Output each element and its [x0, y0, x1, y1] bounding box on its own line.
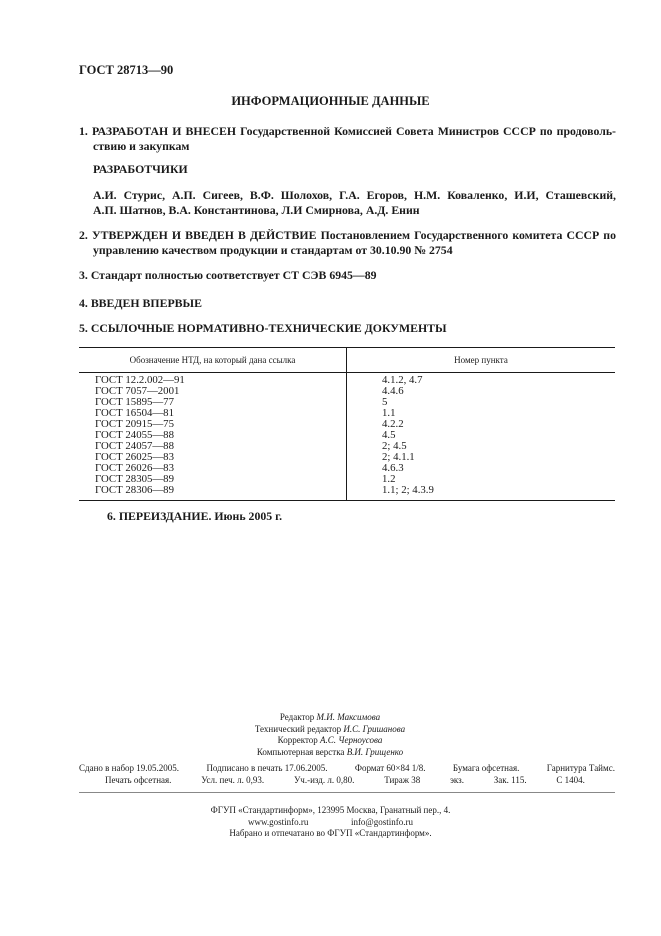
clause-number-cell: 1.1: [382, 407, 396, 419]
section-4-number: 4.: [79, 296, 88, 310]
clause-number-cell: 2; 4.1.1: [382, 451, 415, 463]
imprint-paper: Бумага офсетная.: [452, 763, 520, 773]
credit-proofreader: [180, 735, 480, 747]
imprint-pub-sheets: Уч.-изд. л. 0,80.: [293, 774, 355, 785]
credit-editor-label: Редактор: [279, 712, 315, 722]
doc-designation-cell: ГОСТ 24055—88: [79, 430, 347, 441]
clause-number-cell: 2; 4.5: [382, 440, 407, 452]
section-6: [107, 509, 282, 524]
publisher-block: [0, 805, 661, 840]
references-table: [79, 347, 615, 501]
table-row: [79, 485, 615, 501]
imprint-row-1: [79, 763, 615, 775]
divider: [79, 792, 615, 793]
column-header-doc: Обозначение НТД, на который дана ссылка: [79, 348, 347, 373]
publisher-printed-by: Набрано и отпечатано во ФГУП «Стандартинформ».: [229, 828, 432, 838]
credit-tech-editor-name: И.С. Гришанова: [343, 723, 406, 734]
developers-list: [93, 188, 616, 218]
doc-designation-cell: ГОСТ 15895—77: [79, 397, 347, 408]
credit-proofreader-label: Корректор: [277, 735, 318, 745]
clause-number-cell: 4.6.3: [382, 462, 404, 474]
section-3: [79, 268, 377, 283]
credit-layout-name: В.И. Грищенко: [346, 746, 404, 757]
doc-designation-cell: ГОСТ 26025—83: [79, 452, 347, 463]
imprint-print-sheets: Усл. печ. л. 0,93.: [201, 774, 265, 785]
credit-proofreader-name: А.С. Черноусова: [320, 735, 383, 745]
table-header-row: [79, 348, 615, 373]
clause-number-cell: 1.2: [382, 473, 396, 485]
doc-designation-cell: ГОСТ 24057—88: [79, 441, 347, 452]
imprint-circulation: Тираж 38: [384, 774, 421, 785]
section-4: [79, 296, 202, 311]
table-body: [79, 373, 615, 501]
imprint-typeface: Гарнитура Таймс.: [546, 763, 615, 773]
credit-editor: [180, 712, 480, 724]
section-1-text: Государственной Комиссией Совета Министров СССР по продоволь-: [240, 124, 616, 138]
publisher-contacts: [0, 817, 661, 829]
section-2-text-cont: управлению качеством продукции и стандартам от 30.10.90 № 2754: [93, 243, 453, 257]
doc-designation-cell: ГОСТ 26026—83: [79, 463, 347, 474]
developers-line-1: А.И. Стурис, А.П. Сигеев, В.Ф. Шолохов, Г.А. Егоров, Н.М. Коваленко, И.И, Сташевский,: [93, 188, 616, 202]
section-6-text: ПЕРЕИЗДАНИЕ. Июнь 2005 г.: [118, 509, 283, 523]
section-2-text: Постановлением Государственного комитета СССР по: [320, 228, 616, 242]
credits-block: [180, 712, 480, 758]
doc-code: ГОСТ 28713—90: [79, 63, 174, 77]
clause-number-cell: 1.1; 2; 4.3.9: [347, 485, 616, 501]
section-2-heading: УТВЕРЖДЕН И ВВЕДЕН В ДЕЙСТВИЕ: [91, 228, 317, 242]
imprint-print-type: Печать офсетная.: [105, 774, 172, 785]
imprint-format: Формат 60×84 1/8.: [354, 763, 426, 773]
imprint-copies-unit: экз.: [450, 774, 464, 785]
credit-layout: [180, 747, 480, 759]
section-4-text: ВВЕДЕН ВПЕРВЫЕ: [90, 296, 202, 310]
credit-layout-label: Компьютерная верстка: [256, 746, 345, 757]
doc-designation-cell: ГОСТ 16504—81: [79, 408, 347, 419]
section-3-number: 3.: [79, 268, 88, 282]
section-2: [79, 228, 616, 258]
section-2-number: 2.: [79, 228, 88, 242]
imprint-signed-date: Подписано в печать 17.06.2005.: [206, 763, 328, 773]
clause-number-cell: 4.1.2, 4.7: [382, 374, 423, 386]
column-header-clause: Номер пункта: [347, 348, 616, 373]
publisher-website: www.gostinfo.ru: [248, 816, 309, 827]
clause-number-cell: 5: [382, 396, 388, 408]
page-title: ИНФОРМАЦИОННЫЕ ДАННЫЕ: [231, 94, 430, 108]
credit-editor-name: М.И. Максимова: [316, 712, 381, 722]
imprint-typeset-date: Сдано в набор 19.05.2005.: [79, 763, 180, 773]
credit-tech-editor-label: Технический редактор: [254, 723, 342, 734]
clause-number-cell: 4.2.2: [382, 418, 404, 430]
doc-designation-cell: ГОСТ 7057—2001: [79, 386, 347, 397]
section-3-text: Стандарт полностью соответствует СТ СЭВ 6945—89: [90, 268, 377, 282]
imprint-order: Зак. 115.: [493, 774, 527, 785]
section-1: [79, 124, 616, 154]
doc-designation-cell: ГОСТ 28305—89: [79, 474, 347, 485]
section-5-number: 5.: [79, 321, 88, 335]
publisher-email: info@gostinfo.ru: [350, 816, 413, 827]
doc-designation-cell: ГОСТ 28306—89: [79, 485, 347, 501]
section-6-number: 6.: [107, 509, 116, 523]
imprint-block: [79, 763, 615, 786]
clause-number-cell: 4.4.6: [382, 385, 404, 397]
credit-tech-editor: [180, 724, 480, 736]
section-1-number: 1.: [79, 124, 88, 138]
publisher-address: ФГУП «Стандартинформ», 123995 Москва, Гранатный пер., 4.: [210, 805, 451, 815]
section-1-text-cont: ствию и закупкам: [93, 139, 190, 153]
section-5: [79, 321, 447, 336]
section-1-heading: РАЗРАБОТАН И ВНЕСЕН: [91, 124, 237, 138]
doc-designation-cell: ГОСТ 12.2.002—91: [79, 373, 347, 387]
imprint-row-2: [79, 775, 615, 787]
doc-designation-cell: ГОСТ 20915—75: [79, 419, 347, 430]
section-5-text: ССЫЛОЧНЫЕ НОРМАТИВНО-ТЕХНИЧЕСКИЕ ДОКУМЕНТЫ: [90, 321, 447, 335]
developers-heading: РАЗРАБОТЧИКИ: [93, 162, 188, 176]
clause-number-cell: 4.5: [382, 429, 396, 441]
imprint-code: С 1404.: [556, 774, 585, 785]
developers-line-2: А.П. Шатнов, В.А. Константинова, Л.И Смирнова, А.Д. Енин: [93, 203, 420, 217]
table-row: [79, 373, 615, 387]
